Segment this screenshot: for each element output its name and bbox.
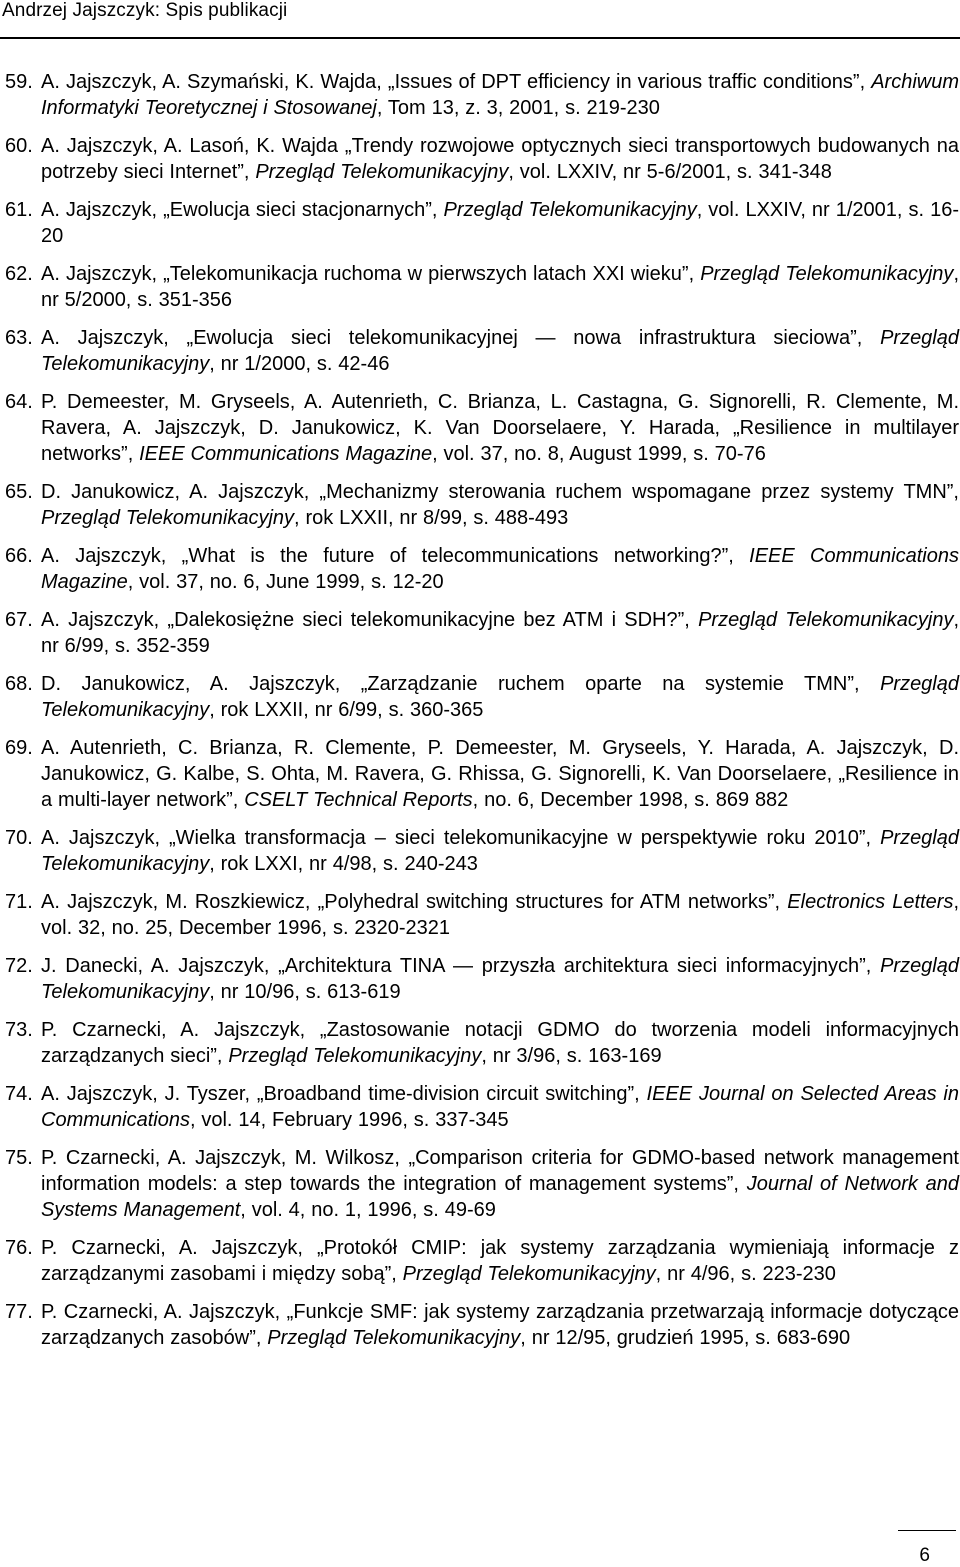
entry-authors-title: A. Jajszczyk, „What is the future of telecommunications networking?”, — [41, 545, 750, 567]
entry-authors-title: A. Jajszczyk, „Telekomunikacja ruchoma w pierwszych latach XXI wieku”, — [41, 263, 701, 285]
entry-number: 70. — [5, 827, 33, 849]
entry-number: 64. — [5, 391, 33, 413]
entry-venue: IEEE Communications Magazine — [41, 545, 959, 593]
entry-text — [41, 1081, 959, 1133]
entry-venue: Przegląd Telekomunikacyjny — [700, 263, 954, 285]
entry-authors-title: A. Jajszczyk, M. Roszkiewicz, „Polyhedral switching structures for ATM networks”, — [41, 891, 788, 913]
entry-venue: Przegląd Telekomunikacyjny — [402, 1263, 656, 1285]
entry-number: 74. — [5, 1083, 33, 1105]
publication-entry — [5, 1145, 959, 1223]
entry-number: 69. — [5, 737, 33, 759]
publication-entry — [5, 825, 959, 877]
publication-entry — [5, 133, 959, 185]
entry-number: 66. — [5, 545, 33, 567]
entry-venue: Przegląd Telekomunikacyjny — [41, 507, 295, 529]
entry-number: 73. — [5, 1019, 33, 1041]
entry-details: , rok LXXII, nr 8/99, s. 488-493 — [294, 507, 569, 529]
entry-details: , rok LXXII, nr 6/99, s. 360-365 — [209, 699, 484, 721]
entry-authors-title: A. Jajszczyk, A. Szymański, K. Wajda, „Issues of DPT efficiency in various traffic conditions”, — [41, 71, 872, 93]
entry-authors-title: J. Danecki, A. Jajszczyk, „Architektura TINA — przyszła architektura sieci informacyjnych”, — [41, 955, 881, 977]
entry-venue: Przegląd Telekomunikacyjny — [255, 161, 509, 183]
entry-venue: CSELT Technical Reports — [244, 789, 473, 811]
entry-venue: Przegląd Telekomunikacyjny — [41, 673, 959, 721]
entry-details: , rok LXXI, nr 4/98, s. 240-243 — [209, 853, 478, 875]
entry-number: 60. — [5, 135, 33, 157]
entry-venue: Przegląd Telekomunikacyjny — [41, 955, 959, 1003]
entry-authors-title: A. Jajszczyk, „Ewolucja sieci stacjonarnych”, — [41, 199, 444, 221]
entry-text — [41, 325, 959, 377]
entry-number: 68. — [5, 673, 33, 695]
publication-entry — [5, 479, 959, 531]
entry-number: 65. — [5, 481, 33, 503]
entry-text — [41, 953, 959, 1005]
publication-entry — [5, 389, 959, 467]
entry-text — [41, 889, 959, 941]
publication-list — [5, 69, 959, 1363]
entry-details: , nr 3/96, s. 163-169 — [481, 1045, 662, 1067]
entry-venue: Przegląd Telekomunikacyjny — [41, 827, 959, 875]
entry-authors-title: D. Janukowicz, A. Jajszczyk, „Zarządzanie ruchem oparte na systemie TMN”, — [41, 673, 881, 695]
entry-text — [41, 1299, 959, 1351]
publication-entry — [5, 1017, 959, 1069]
entry-details: , vol. 4, no. 1, 1996, s. 49-69 — [240, 1199, 496, 1221]
publication-entry — [5, 543, 959, 595]
entry-number: 61. — [5, 199, 33, 221]
entry-venue: Przegląd Telekomunikacyjny — [267, 1327, 521, 1349]
entry-venue: Archiwum Informatyki Teoretycznej i Stosowanej — [41, 71, 959, 119]
entry-details: , vol. LXXIV, nr 5-6/2001, s. 341-348 — [508, 161, 832, 183]
entry-details: , nr 5/2000, s. 351-356 — [41, 263, 959, 311]
publication-entry — [5, 1081, 959, 1133]
entry-number: 71. — [5, 891, 33, 913]
entry-authors-title: A. Jajszczyk, „Wielka transformacja – sieci telekomunikacyjne w perspektywie roku 2010”, — [41, 827, 881, 849]
entry-authors-title: D. Janukowicz, A. Jajszczyk, „Mechanizmy sterowania ruchem wspomagane przez systemy TMN”, — [41, 481, 959, 503]
entry-authors-title: A. Jajszczyk, „Dalekosiężne sieci telekomunikacyjne bez ATM i SDH?”, — [41, 609, 699, 631]
entry-authors-title: P. Czarnecki, A. Jajszczyk, „Protokół CMIP: jak systemy zarządzania wymieniają informacje z zarządzanymi zasobami i między sobą”, — [41, 1237, 959, 1285]
entry-details: , nr 1/2000, s. 42-46 — [209, 353, 390, 375]
entry-authors-title: P. Czarnecki, A. Jajszczyk, M. Wilkosz, „Comparison criteria for GDMO-based network management information models: a step towards the integration of management systems”, — [41, 1147, 959, 1195]
entry-details: , vol. 14, February 1996, s. 337-345 — [189, 1109, 509, 1131]
entry-venue: IEEE Communications Magazine — [139, 443, 433, 465]
entry-authors-title: P. Czarnecki, A. Jajszczyk, „Zastosowanie notacji GDMO do tworzenia modeli informacyjnych zarządzanych sieci”, — [41, 1019, 959, 1067]
entry-venue: Przegląd Telekomunikacyjny — [443, 199, 697, 221]
entry-authors-title: A. Jajszczyk, „Ewolucja sieci telekomunikacyjnej — nowa infrastruktura sieciowa”, — [41, 327, 881, 349]
publication-entry — [5, 889, 959, 941]
entry-venue: Electronics Letters — [787, 891, 954, 913]
publication-entry — [5, 261, 959, 313]
entry-text — [41, 69, 959, 121]
entry-text — [41, 261, 959, 313]
entry-text — [41, 825, 959, 877]
entry-details: , nr 12/95, grudzień 1995, s. 683-690 — [520, 1327, 851, 1349]
entry-text — [41, 479, 959, 531]
entry-details: , vol. 32, no. 25, December 1996, s. 2320-2321 — [41, 891, 960, 939]
entry-text — [41, 1017, 959, 1069]
entry-text — [41, 1145, 959, 1223]
entry-number: 77. — [5, 1301, 33, 1323]
entry-text — [41, 389, 959, 467]
entry-text — [41, 543, 959, 595]
publication-entry — [5, 735, 959, 813]
entry-authors-title: P. Demeester, M. Gryseels, A. Autenrieth, C. Brianza, L. Castagna, G. Signorelli, R. Clemente, M. Ravera, A. Jajszczyk, D. Janukowicz, K. Van Doorselaere, Y. Harada, „Resilience in multilayer networks”, — [41, 391, 959, 465]
entry-number: 75. — [5, 1147, 33, 1169]
page-header-title: Andrzej Jajszczyk: Spis publikacji — [2, 0, 288, 21]
entry-text — [41, 735, 959, 813]
publication-entry — [5, 197, 959, 249]
entry-number: 67. — [5, 609, 33, 631]
entry-number: 62. — [5, 263, 33, 285]
entry-details: , Tom 13, z. 3, 2001, s. 219-230 — [376, 97, 660, 119]
entry-number: 76. — [5, 1237, 33, 1259]
entry-venue: Przegląd Telekomunikacyjny — [228, 1045, 482, 1067]
header-divider — [0, 37, 960, 39]
entry-venue: Przegląd Telekomunikacyjny — [41, 327, 959, 375]
entry-number: 59. — [5, 71, 33, 93]
entry-text — [41, 607, 959, 659]
entry-text — [41, 133, 959, 185]
entry-details: , nr 10/96, s. 613-619 — [209, 981, 401, 1003]
entry-authors-title: A. Jajszczyk, A. Lasoń, K. Wajda „Trendy rozwojowe optycznych sieci transportowych budowanych na potrzeby sieci Internet”, — [41, 135, 959, 183]
entry-venue: Przegląd Telekomunikacyjny — [698, 609, 954, 631]
publication-entry — [5, 69, 959, 121]
entry-text — [41, 1235, 959, 1287]
entry-details: , vol. 37, no. 6, June 1999, s. 12-20 — [127, 571, 444, 593]
publication-entry — [5, 1235, 959, 1287]
entry-text — [41, 197, 959, 249]
entry-details: , nr 6/99, s. 352-359 — [41, 609, 960, 657]
entry-text — [41, 671, 959, 723]
page-number: 6 — [919, 1545, 930, 1566]
entry-authors-title: A. Autenrieth, C. Brianza, R. Clemente, P. Demeester, M. Gryseels, Y. Harada, A. Jajszczyk, D. Janukowicz, G. Kalbe, S. Ohta, M. Ravera, G. Rhissa, G. Signorelli, K. Van Doorselaere, „Resilience in a multi-layer network”, — [41, 737, 959, 811]
entry-venue: IEEE Journal on Selected Areas in Communications — [41, 1083, 960, 1131]
publication-entry — [5, 1299, 959, 1351]
entry-authors-title: P. Czarnecki, A. Jajszczyk, „Funkcje SMF: jak systemy zarządzania przetwarzają informacje dotyczące zarządzanych zasobów”, — [41, 1301, 959, 1349]
entry-venue: Journal of Network and Systems Management — [41, 1173, 959, 1221]
footer-divider — [898, 1530, 956, 1531]
entry-authors-title: A. Jajszczyk, J. Tyszer, „Broadband time-division circuit switching”, — [41, 1083, 647, 1105]
publication-entry — [5, 325, 959, 377]
entry-details: , vol. LXXIV, nr 1/2001, s. 16-20 — [41, 199, 959, 247]
publication-entry — [5, 607, 959, 659]
publication-entry — [5, 671, 959, 723]
entry-number: 72. — [5, 955, 33, 977]
publication-entry — [5, 953, 959, 1005]
entry-details: , vol. 37, no. 8, August 1999, s. 70-76 — [432, 443, 766, 465]
entry-number: 63. — [5, 327, 33, 349]
entry-details: , no. 6, December 1998, s. 869 882 — [472, 789, 789, 811]
entry-details: , nr 4/96, s. 223-230 — [655, 1263, 836, 1285]
